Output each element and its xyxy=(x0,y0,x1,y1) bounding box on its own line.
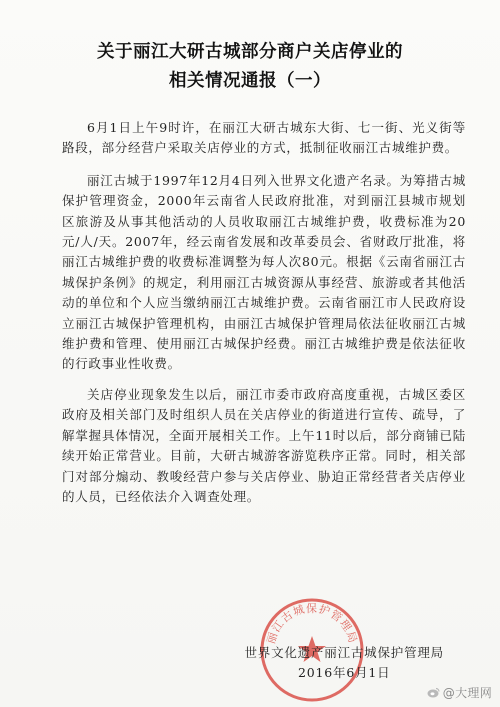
document-body xyxy=(62,118,466,517)
paragraph-2: 丽江古城于1997年12月4日列入世界文化遗产名录。为筹措古城保护管理资金，2000年云南省人民政府批准，对到丽江县城市规划区旅游及从事其他活动的人员收取丽江古城维护费，收费标准为20元/人/天。2007年，经云南省发展和改革委员会、省财政厅批准，将丽江古城维护费的收费标准调整为每人次80元。根据《云南省丽江古城保护条例》的规定，利用丽江古城资源从事经营、旅游或者其他活动的单位和个人应当缴纳丽江古城维护费。云南省丽江市人民政府设立丽江古城保护管理机构，由丽江古城保护管理局依法征收丽江古城维护费和管理、使用丽江古城保护经费。丽江古城维护费是依法征收的行政事业性收费。 xyxy=(62,172,466,372)
signature-organization: 世界文化遗产丽江古城保护管理局 xyxy=(244,645,444,660)
stamp-text: 丽江古城保护管理局 xyxy=(264,602,360,646)
weibo-watermark xyxy=(427,684,492,701)
weibo-logo-icon xyxy=(427,687,440,698)
title-line-2: 相关情况通报（一） xyxy=(169,71,331,91)
watermark-handle: @大理网 xyxy=(442,686,492,700)
paragraph-3: 关店停业现象发生以后，丽江市委市政府高度重视，古城区委区政府及相关部门及时组织人员在关店停业的街道进行宣传、疏导，了解掌握具体情况，全面开展相关工作。上午11时以后，部分商铺已陆续开始正常营业。目前，大研古城游客游览秩序正常。同时，相关部门对部分煽动、教唆经营户参与关店停业、胁迫正常经营者关店停业的人员，已经依法介入调查处理。 xyxy=(62,386,466,504)
signature-date: 2016年6月1日 xyxy=(298,665,391,680)
signature-block xyxy=(244,643,444,683)
document-title xyxy=(30,38,470,96)
title-line-1: 关于丽江大研古城部分商户关店停业的 xyxy=(97,42,403,62)
paragraph-1: 6月1日上午9时许，在丽江大研古城东大街、七一街、光义街等路段，部分经营户采取关店停业的方式，抵制征收丽江古城维护费。 xyxy=(62,120,466,156)
